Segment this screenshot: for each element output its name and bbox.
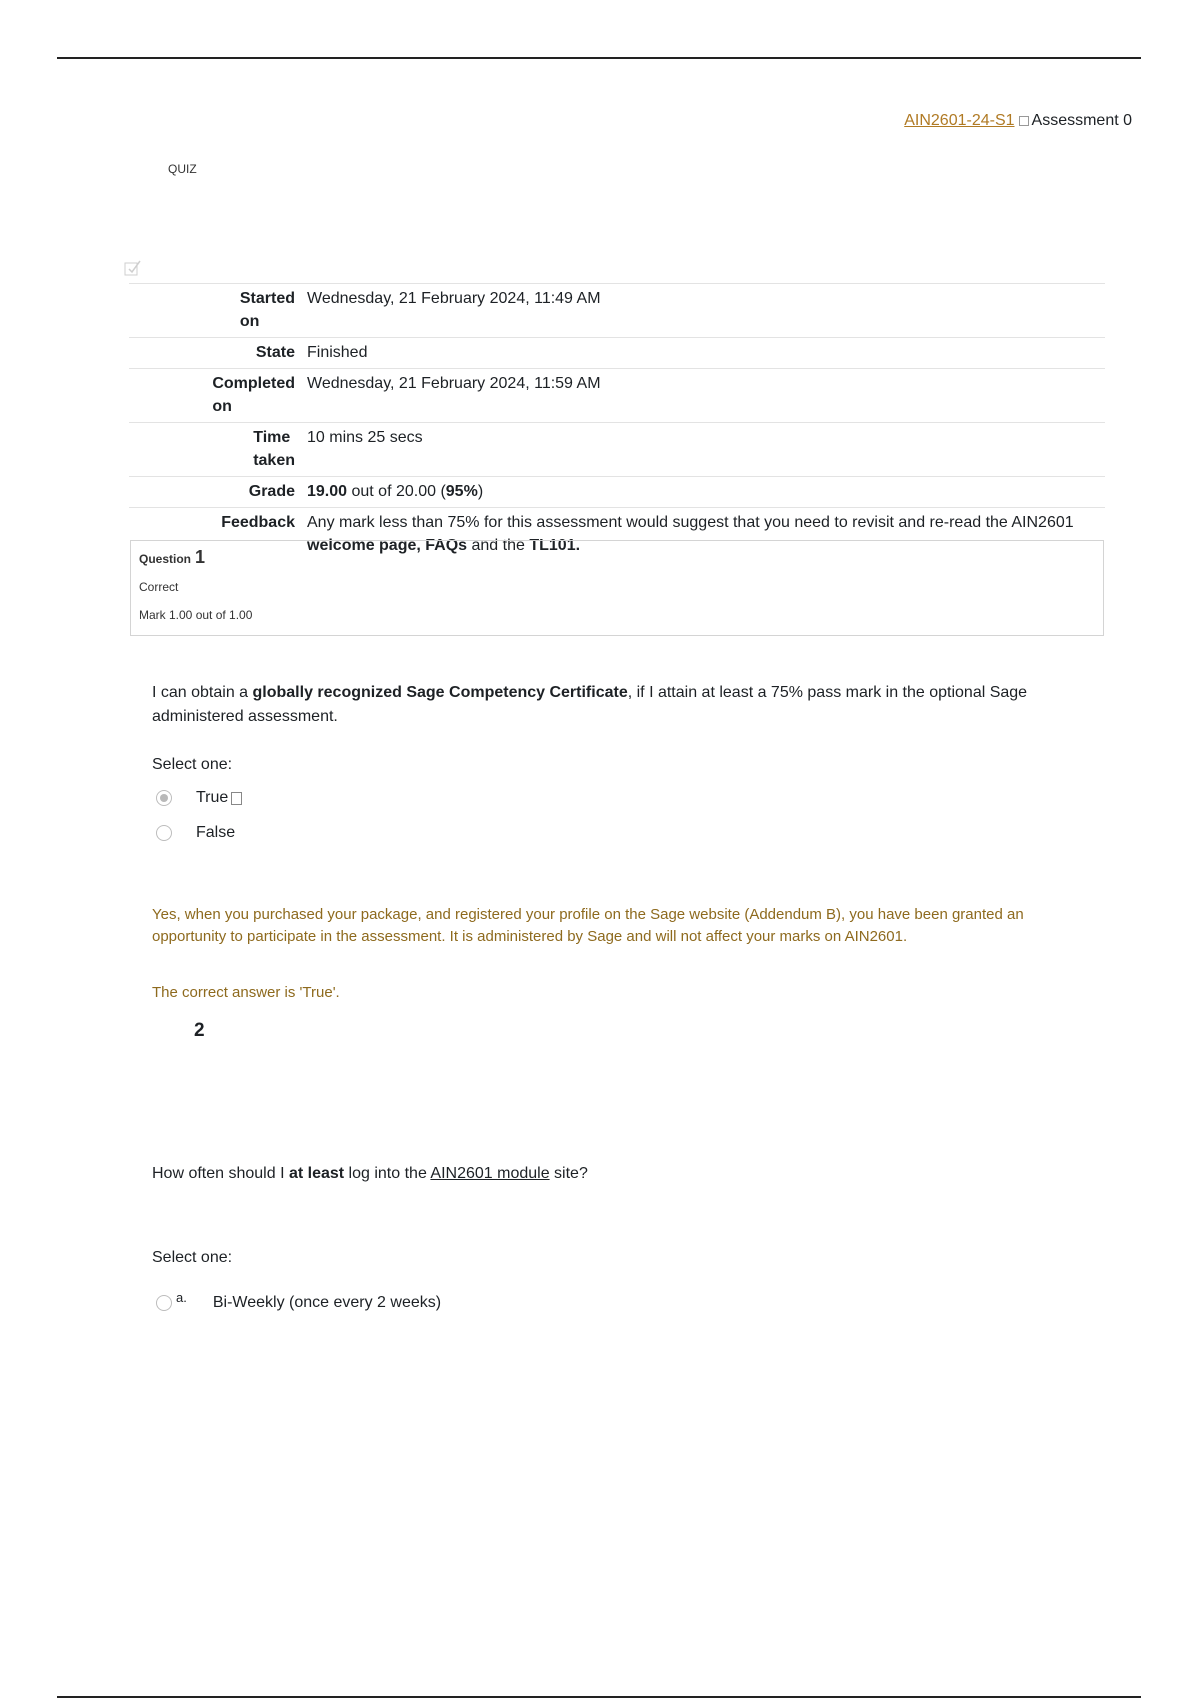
option-a-radio[interactable]: [156, 1295, 172, 1311]
breadcrumb: [904, 112, 1132, 130]
state-label: State: [129, 338, 307, 369]
question-number: 1: [195, 547, 206, 567]
state-value: Finished: [307, 338, 1105, 369]
question-1-option-false[interactable]: [156, 824, 235, 842]
quiz-label: QUIZ: [168, 162, 197, 176]
started-on-value: Wednesday, 21 February 2024, 11:49 AM: [307, 284, 1105, 338]
question-mark: Mark 1.00 out of 1.00: [139, 608, 253, 622]
question-1-select-label: Select one:: [152, 756, 233, 773]
summary-row-state: [129, 338, 1105, 369]
question-2-option-a[interactable]: [156, 1289, 442, 1312]
breadcrumb-course-link[interactable]: AIN2601-24-S1: [904, 112, 1015, 129]
summary-row-time-taken: [129, 423, 1105, 477]
breadcrumb-separator-icon: [1019, 116, 1029, 126]
option-a-label: Bi-Weekly (once every 2 weeks): [212, 1294, 442, 1311]
question-1-specific-feedback: Yes, when you purchased your package, and registered your profile on the Sage website (Addendum B), you have been granted an opportunity to participate in the assessment. It is administered by Sage and will not affect your marks on AIN2601.: [152, 906, 1024, 945]
time-taken-value: 10 mins 25 secs: [307, 423, 1105, 477]
option-false-label: False: [196, 824, 236, 841]
question-2-text: How often should I at least log into the AIN2601 module site?: [152, 1165, 588, 1182]
question-2-number: 2: [194, 1020, 205, 1041]
quiz-edit-icon: [124, 258, 142, 276]
option-true-radio[interactable]: [156, 790, 172, 806]
started-on-label: Started on: [129, 284, 307, 338]
question-2-select-label: Select one:: [152, 1249, 233, 1266]
summary-row-grade: [129, 477, 1105, 508]
question-1-info-box: [130, 540, 1104, 636]
summary-row-completed: [129, 369, 1105, 423]
grade-value: 19.00 out of 20.00 (95%): [307, 477, 1105, 508]
feedback-label: Feedback: [129, 508, 307, 562]
completed-on-label: Completed on: [129, 369, 307, 423]
breadcrumb-current: Assessment 0: [1031, 112, 1132, 129]
page-bottom-rule: [57, 1696, 1141, 1698]
question-1-text: I can obtain a globally recognized Sage Competency Certificate, if I attain at least a 75% pass mark in the optional Sage administered assessment.: [152, 684, 1028, 725]
option-a-letter: a.: [176, 1289, 187, 1305]
feedback-value: Any mark less than 75% for this assessment would suggest that you need to revisit and re-read the AIN2601 welcome page, FAQs and the TL101.: [307, 508, 1105, 562]
page-top-rule: [57, 57, 1141, 59]
option-true-label: True: [196, 789, 229, 806]
option-false-radio[interactable]: [156, 825, 172, 841]
grade-label: Grade: [129, 477, 307, 508]
question-label: Question: [139, 552, 192, 566]
correct-mark-icon: [231, 792, 242, 805]
question-1-option-true[interactable]: [156, 789, 242, 807]
question-1-correct-answer: The correct answer is 'True'.: [152, 984, 340, 1001]
summary-row-started: [129, 284, 1105, 338]
completed-on-value: Wednesday, 21 February 2024, 11:59 AM: [307, 369, 1105, 423]
question-status: Correct: [139, 580, 179, 594]
attempt-summary-table: [129, 283, 1105, 561]
module-site-link[interactable]: AIN2601 module: [430, 1165, 550, 1182]
time-taken-label: Time taken: [129, 423, 307, 477]
